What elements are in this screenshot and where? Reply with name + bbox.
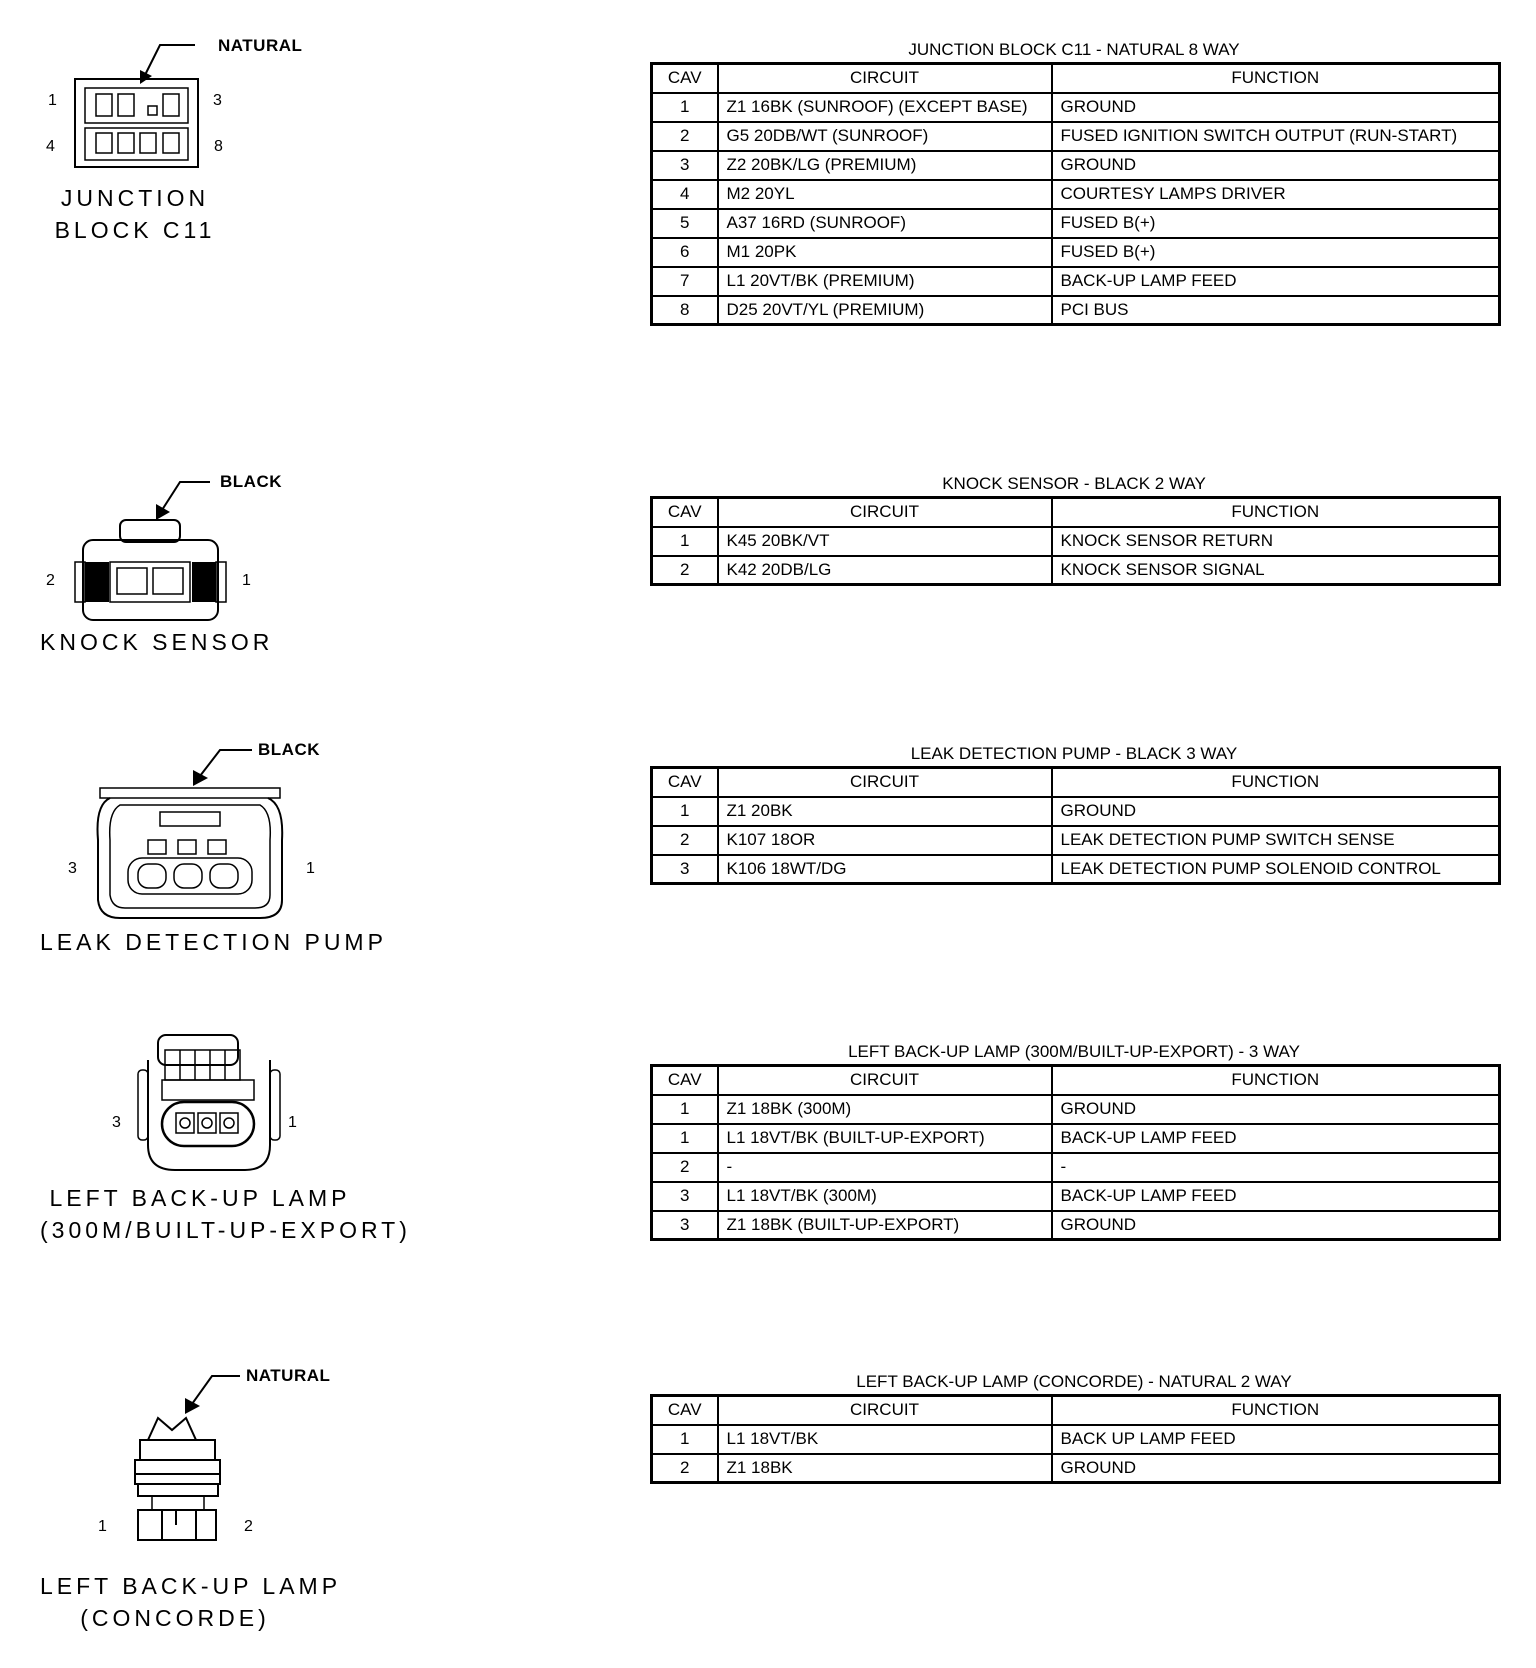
pin-number: 3 <box>68 860 77 877</box>
cav-cell: 2 <box>652 826 718 855</box>
column-header-function: FUNCTION <box>1052 1396 1500 1425</box>
pinout-table-block <box>650 472 1498 586</box>
pinout-table-block <box>650 742 1498 885</box>
connector-section <box>0 1030 1536 1270</box>
pinout-table-block <box>650 38 1498 326</box>
circuit-cell: Z1 16BK (SUNROOF) (EXCEPT BASE) <box>718 93 1052 122</box>
table-row <box>652 826 1500 855</box>
function-cell: COURTESY LAMPS DRIVER <box>1052 180 1500 209</box>
connector-diagram <box>0 0 600 400</box>
column-header-circuit: CIRCUIT <box>718 498 1052 527</box>
cav-cell: 3 <box>652 855 718 884</box>
cav-cell: 1 <box>652 1124 718 1153</box>
connector-diagram <box>0 1360 600 1660</box>
connector-label <box>40 926 387 958</box>
table-header-row <box>652 64 1500 93</box>
function-cell: GROUND <box>1052 1454 1500 1483</box>
connector-diagram <box>0 1030 600 1270</box>
table-title: JUNCTION BLOCK C11 - NATURAL 8 WAY <box>908 40 1240 59</box>
circuit-cell: Z1 18BK (300M) <box>718 1095 1052 1124</box>
table-row <box>652 1425 1500 1454</box>
circuit-cell: K107 18OR <box>718 826 1052 855</box>
function-cell: - <box>1052 1153 1500 1182</box>
column-header-cav: CAV <box>652 1396 718 1425</box>
column-header-circuit: CIRCUIT <box>718 768 1052 797</box>
table-row <box>652 180 1500 209</box>
pin-number: 3 <box>112 1114 121 1131</box>
table-header-row <box>652 498 1500 527</box>
pinout-table <box>650 1394 1501 1484</box>
table-row <box>652 556 1500 585</box>
circuit-cell: K45 20BK/VT <box>718 527 1052 556</box>
function-cell: GROUND <box>1052 151 1500 180</box>
function-cell: BACK-UP LAMP FEED <box>1052 1182 1500 1211</box>
table-row <box>652 151 1500 180</box>
cav-cell: 7 <box>652 267 718 296</box>
circuit-cell: K42 20DB/LG <box>718 556 1052 585</box>
column-header-function: FUNCTION <box>1052 768 1500 797</box>
cav-cell: 1 <box>652 93 718 122</box>
column-header-cav: CAV <box>652 64 718 93</box>
connector-label-line: JUNCTION <box>60 185 210 211</box>
pin-number: 1 <box>48 92 57 109</box>
circuit-cell: M2 20YL <box>718 180 1052 209</box>
cav-cell: 2 <box>652 122 718 151</box>
function-cell: FUSED IGNITION SWITCH OUTPUT (RUN-START) <box>1052 122 1500 151</box>
cav-cell: 1 <box>652 1425 718 1454</box>
function-cell: FUSED B(+) <box>1052 238 1500 267</box>
connector-label-line: (CONCORDE) <box>80 1605 270 1631</box>
connector-label-line: KNOCK SENSOR <box>40 629 274 655</box>
cav-cell: 8 <box>652 296 718 325</box>
function-cell: GROUND <box>1052 93 1500 122</box>
function-cell: BACK-UP LAMP FEED <box>1052 1124 1500 1153</box>
circuit-cell: Z1 18BK (BUILT-UP-EXPORT) <box>718 1211 1052 1240</box>
column-header-function: FUNCTION <box>1052 64 1500 93</box>
connector-diagram <box>0 460 600 680</box>
function-cell: KNOCK SENSOR SIGNAL <box>1052 556 1500 585</box>
table-title: LEAK DETECTION PUMP - BLACK 3 WAY <box>910 744 1238 763</box>
pin-number: 1 <box>242 572 251 589</box>
connector-section <box>0 0 1536 400</box>
cav-cell: 2 <box>652 1153 718 1182</box>
circuit-cell: G5 20DB/WT (SUNROOF) <box>718 122 1052 151</box>
table-row <box>652 1095 1500 1124</box>
circuit-cell: K106 18WT/DG <box>718 855 1052 884</box>
function-cell: GROUND <box>1052 797 1500 826</box>
pin-number: 4 <box>46 138 55 155</box>
function-cell: GROUND <box>1052 1211 1500 1240</box>
pin-number: 2 <box>244 1518 253 1535</box>
cav-cell: 1 <box>652 1095 718 1124</box>
connector-label <box>50 182 220 246</box>
connector-label-line: LEFT BACK-UP LAMP <box>40 1573 342 1599</box>
cav-cell: 2 <box>652 556 718 585</box>
cav-cell: 1 <box>652 797 718 826</box>
column-header-cav: CAV <box>652 1066 718 1095</box>
pin-number: 1 <box>288 1114 297 1131</box>
connector-color-label: NATURAL <box>246 1366 331 1385</box>
table-row <box>652 797 1500 826</box>
table-row <box>652 267 1500 296</box>
circuit-cell: L1 18VT/BK (300M) <box>718 1182 1052 1211</box>
circuit-cell: A37 16RD (SUNROOF) <box>718 209 1052 238</box>
connector-label <box>40 626 274 658</box>
connector-section <box>0 460 1536 680</box>
pinout-table-block <box>650 1370 1498 1484</box>
function-cell: LEAK DETECTION PUMP SWITCH SENSE <box>1052 826 1500 855</box>
pin-number: 1 <box>306 860 315 877</box>
cav-cell: 6 <box>652 238 718 267</box>
cav-cell: 3 <box>652 1211 718 1240</box>
connector-color-label: BLACK <box>258 740 320 759</box>
function-cell: PCI BUS <box>1052 296 1500 325</box>
table-row <box>652 122 1500 151</box>
pin-number: 1 <box>98 1518 107 1535</box>
left-backup-lamp-concorde-connector-icon <box>0 1360 340 1600</box>
table-header-row <box>652 1066 1500 1095</box>
circuit-cell: Z2 20BK/LG (PREMIUM) <box>718 151 1052 180</box>
connector-color-label: BLACK <box>220 472 282 491</box>
column-header-function: FUNCTION <box>1052 498 1500 527</box>
connector-label <box>40 1570 342 1634</box>
pin-number: 3 <box>213 92 222 109</box>
column-header-circuit: CIRCUIT <box>718 64 1052 93</box>
table-row <box>652 855 1500 884</box>
pinout-table <box>650 62 1501 326</box>
column-header-cav: CAV <box>652 498 718 527</box>
pin-number: 2 <box>46 572 55 589</box>
function-cell: FUSED B(+) <box>1052 209 1500 238</box>
function-cell: KNOCK SENSOR RETURN <box>1052 527 1500 556</box>
column-header-circuit: CIRCUIT <box>718 1066 1052 1095</box>
table-row <box>652 209 1500 238</box>
cav-cell: 3 <box>652 151 718 180</box>
pinout-table <box>650 1064 1501 1241</box>
pinout-table-block <box>650 1040 1498 1241</box>
circuit-cell: - <box>718 1153 1052 1182</box>
cav-cell: 1 <box>652 527 718 556</box>
circuit-cell: M1 20PK <box>718 238 1052 267</box>
pinout-table <box>650 496 1501 586</box>
table-row <box>652 1182 1500 1211</box>
connector-section <box>0 1360 1536 1660</box>
column-header-cav: CAV <box>652 768 718 797</box>
table-title: LEFT BACK-UP LAMP (CONCORDE) - NATURAL 2 WAY <box>856 1372 1292 1391</box>
circuit-cell: Z1 20BK <box>718 797 1052 826</box>
table-header-row <box>652 1396 1500 1425</box>
circuit-cell: D25 20VT/YL (PREMIUM) <box>718 296 1052 325</box>
table-row <box>652 1211 1500 1240</box>
function-cell: LEAK DETECTION PUMP SOLENOID CONTROL <box>1052 855 1500 884</box>
table-row <box>652 296 1500 325</box>
pinout-table <box>650 766 1501 885</box>
table-header-row <box>652 768 1500 797</box>
circuit-cell: L1 18VT/BK (BUILT-UP-EXPORT) <box>718 1124 1052 1153</box>
table-row <box>652 1454 1500 1483</box>
table-row <box>652 1124 1500 1153</box>
connector-diagram <box>0 730 600 970</box>
pin-number: 8 <box>214 138 223 155</box>
connector-label-line: (300M/BUILT-UP-EXPORT) <box>40 1217 411 1243</box>
circuit-cell: L1 20VT/BK (PREMIUM) <box>718 267 1052 296</box>
cav-cell: 5 <box>652 209 718 238</box>
circuit-cell: Z1 18BK <box>718 1454 1052 1483</box>
connector-label <box>40 1182 411 1246</box>
table-title: KNOCK SENSOR - BLACK 2 WAY <box>942 474 1206 493</box>
table-row <box>652 238 1500 267</box>
circuit-cell: L1 18VT/BK <box>718 1425 1052 1454</box>
table-row <box>652 1153 1500 1182</box>
connector-section <box>0 730 1536 970</box>
table-row <box>652 93 1500 122</box>
function-cell: BACK-UP LAMP FEED <box>1052 267 1500 296</box>
function-cell: GROUND <box>1052 1095 1500 1124</box>
cav-cell: 4 <box>652 180 718 209</box>
table-title: LEFT BACK-UP LAMP (300M/BUILT-UP-EXPORT) - 3 WAY <box>848 1042 1300 1061</box>
connector-label-line: LEAK DETECTION PUMP <box>40 929 387 955</box>
cav-cell: 3 <box>652 1182 718 1211</box>
connector-label-line: BLOCK C11 <box>54 217 216 243</box>
function-cell: BACK UP LAMP FEED <box>1052 1425 1500 1454</box>
column-header-function: FUNCTION <box>1052 1066 1500 1095</box>
connector-label-line: LEFT BACK-UP LAMP <box>49 1185 351 1211</box>
connector-color-label: NATURAL <box>218 36 303 55</box>
table-row <box>652 527 1500 556</box>
column-header-circuit: CIRCUIT <box>718 1396 1052 1425</box>
cav-cell: 2 <box>652 1454 718 1483</box>
